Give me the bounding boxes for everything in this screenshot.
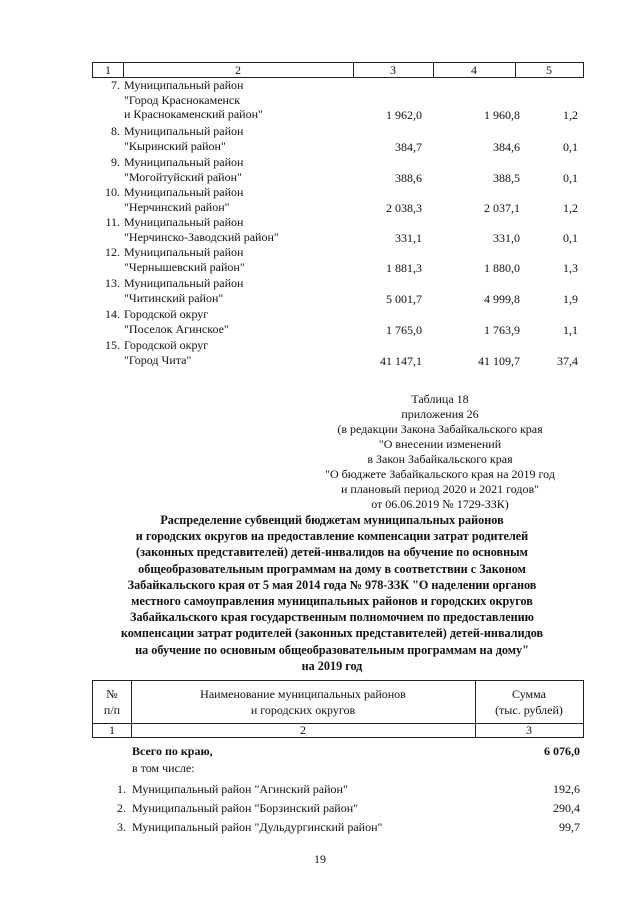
row-value-5: 0,1 bbox=[563, 171, 578, 185]
row-name: Муниципальный район "Могойтуйский район" bbox=[124, 155, 244, 184]
table-row bbox=[92, 818, 584, 836]
row-value-5: 37,4 bbox=[557, 354, 578, 368]
row-number: 3. bbox=[117, 820, 126, 834]
row-value-3: 41 147,1 bbox=[380, 354, 422, 368]
row-value-3: 384,7 bbox=[395, 140, 422, 154]
row-value-5: 1,9 bbox=[563, 292, 578, 306]
header-sum: Сумма (тыс. рублей) bbox=[495, 687, 563, 717]
row-name: Муниципальный район "Кыринский район" bbox=[124, 124, 244, 153]
row-value-3: 1 881,3 bbox=[386, 261, 422, 275]
row-number: 11. bbox=[105, 215, 120, 229]
row-name: Городской округ "Город Чита" bbox=[124, 338, 209, 367]
row-value-4: 41 109,7 bbox=[478, 354, 520, 368]
row-value-5: 1,2 bbox=[563, 201, 578, 215]
row-value-5: 1,3 bbox=[563, 261, 578, 275]
row-value-5: 1,2 bbox=[563, 108, 578, 122]
table-row bbox=[92, 799, 584, 817]
row-value-3: 5 001,7 bbox=[386, 292, 422, 306]
top-table-header bbox=[92, 62, 584, 78]
row-value-4: 384,6 bbox=[493, 140, 520, 154]
row-name: Муниципальный район "Нерчинский район" bbox=[124, 185, 244, 214]
row-number: 1. bbox=[117, 782, 126, 796]
row-value-4: 4 999,8 bbox=[484, 292, 520, 306]
header-col-1: 1 bbox=[105, 63, 111, 77]
row-value-3: 331,1 bbox=[395, 231, 422, 245]
row-name: Муниципальный район "Дульдургинский район" bbox=[132, 820, 383, 834]
table-caption: Таблица 18 приложения 26 (в редакции Закона Забайкальского края "О внесении изменений в Закон Забайкальского края "О бюджете Забайкальского края на 2019 год и плановый период 2020 и 2021 годов" от 06.06.2019 № 1729-ЗЗК) bbox=[325, 392, 555, 511]
row-number: 7. bbox=[111, 78, 120, 92]
row-value-5: 0,1 bbox=[563, 231, 578, 245]
row-value-4: 331,0 bbox=[493, 231, 520, 245]
header-col-4: 4 bbox=[471, 63, 477, 77]
header-name: Наименование муниципальных районов и городских округов bbox=[200, 687, 406, 717]
row-name: Муниципальный район "Агинский район" bbox=[132, 782, 348, 796]
col-number-3: 3 bbox=[526, 723, 532, 737]
row-name: Городской округ "Поселок Агинское" bbox=[124, 307, 229, 336]
table-row bbox=[92, 780, 584, 798]
row-number: 12. bbox=[105, 245, 120, 259]
row-number: 13. bbox=[105, 276, 120, 290]
row-number: 10. bbox=[105, 185, 120, 199]
header-col-5: 5 bbox=[546, 63, 552, 77]
col-number-1: 1 bbox=[109, 723, 115, 737]
row-name: Муниципальный район "Город Краснокаменск и Краснокаменский район" bbox=[124, 78, 263, 121]
page-number: 19 bbox=[314, 852, 326, 866]
row-number: 14. bbox=[105, 307, 120, 321]
row-sum: 99,7 bbox=[559, 820, 580, 834]
row-sum: 290,4 bbox=[553, 801, 580, 815]
header-number: № п/п bbox=[103, 687, 121, 717]
row-value-3: 388,6 bbox=[395, 171, 422, 185]
row-name: Муниципальный район "Чернышевский район" bbox=[124, 245, 245, 274]
row-name: Муниципальный район "Нерчинско-Заводский район" bbox=[124, 215, 279, 244]
including-label: в том числе: bbox=[132, 761, 195, 775]
document-title: Распределение субвенций бюджетам муниципальных районов и городских округов на предоставление компенсации затрат родителей (законных представителей) детей-инвалидов на обучение по основным общеобразовательным программам на дому в соответствии с Законом Забайкальского края от 5 мая 2014 года № 978-ЗЗК "О наделении органов местного самоуправления муниципальных районов и городских округов Забайкальского края государственным полномочием по предоставлению компенсации затрат родителей (законных представителей) детей-инвалидов на обучение по основным общеобразовательным программам на дому" на 2019 год bbox=[120, 513, 544, 673]
total-label: Всего по краю, bbox=[132, 744, 213, 758]
second-table-numbers bbox=[92, 724, 584, 738]
row-value-4: 2 037,1 bbox=[484, 201, 520, 215]
col-number-2: 2 bbox=[300, 723, 306, 737]
row-sum: 192,6 bbox=[553, 782, 580, 796]
including-row bbox=[92, 759, 584, 777]
total-value: 6 076,0 bbox=[544, 744, 580, 758]
row-name: Муниципальный район "Борзинский район" bbox=[132, 801, 359, 815]
row-value-3: 2 038,3 bbox=[386, 201, 422, 215]
row-value-4: 1 880,0 bbox=[484, 261, 520, 275]
header-col-2: 2 bbox=[235, 63, 241, 77]
row-number: 9. bbox=[111, 155, 120, 169]
row-value-3: 1 962,0 bbox=[386, 108, 422, 122]
row-value-4: 388,5 bbox=[493, 171, 520, 185]
row-value-5: 1,1 bbox=[563, 323, 578, 337]
row-value-4: 1 763,9 bbox=[484, 323, 520, 337]
row-value-4: 1 960,8 bbox=[484, 108, 520, 122]
header-col-3: 3 bbox=[390, 63, 396, 77]
total-row bbox=[92, 742, 584, 760]
second-table-header bbox=[92, 680, 584, 724]
row-name: Муниципальный район "Читинский район" bbox=[124, 276, 244, 305]
row-number: 2. bbox=[117, 801, 126, 815]
row-value-3: 1 765,0 bbox=[386, 323, 422, 337]
row-number: 15. bbox=[105, 338, 120, 352]
row-value-5: 0,1 bbox=[563, 140, 578, 154]
row-number: 8. bbox=[111, 124, 120, 138]
